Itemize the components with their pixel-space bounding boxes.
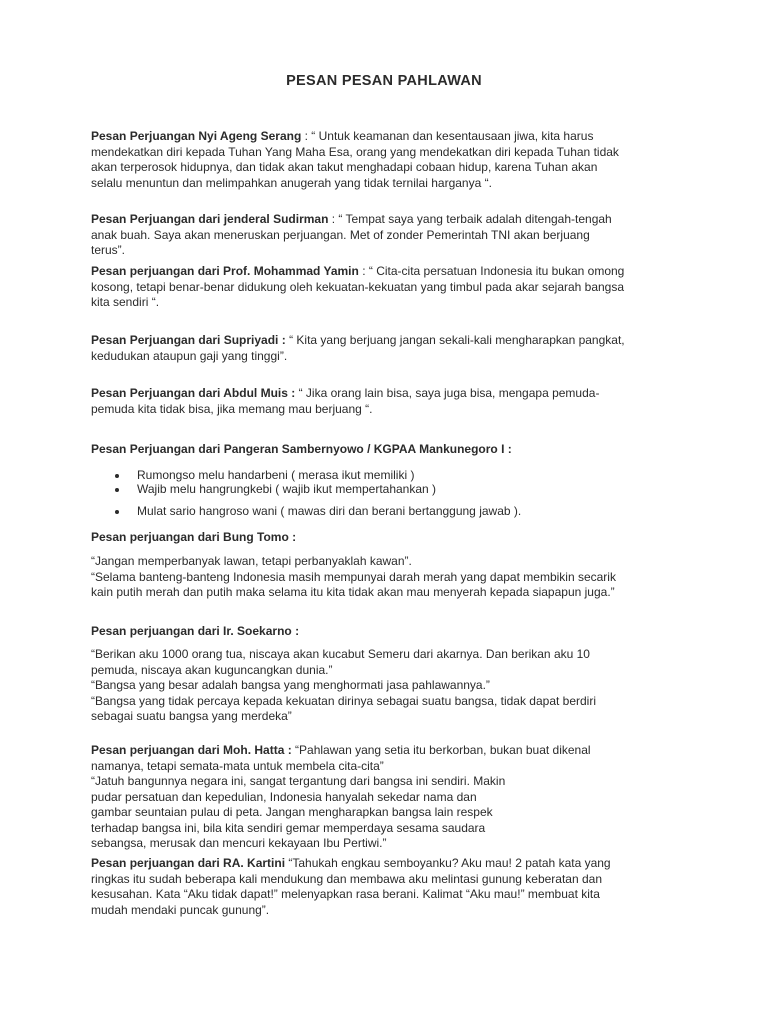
paragraph-text: kosong, tetapi benar-benar didukung oleh kekuatan-kekuatan yang timbul pada akar sejarah bangsa [91, 279, 625, 294]
paragraph-text: mudah mendaki puncak gunung”. [91, 902, 270, 917]
bullet-icon [115, 474, 119, 478]
paragraph-text: : “ Cita-cita persatuan Indonesia itu bukan omong [358, 264, 625, 278]
paragraph-heading: Pesan perjuangan dari Bung Tomo : [91, 530, 297, 544]
paragraph-text: “Pahlawan yang setia itu berkorban, bukan buat dikenal [291, 743, 591, 757]
bullet-icon [115, 510, 119, 514]
paragraph-text: : “ Tempat saya yang terbaik adalah ditengah-tengah [328, 212, 612, 226]
paragraph-heading: Pesan Perjuangan dari Pangeran Sambernyowo / KGPAA Mankunegoro I : [91, 442, 512, 456]
paragraph-text: : “ Untuk keamanan dan kesentausaan jiwa, kita harus [301, 129, 594, 143]
paragraph-text: gambar seuntaian pulau di peta. Jangan mengharapkan bangsa lain respek [91, 805, 493, 819]
paragraph-text: terus”. [91, 243, 126, 257]
paragraph-text: akan terperosok hidupnya, dan tidak akan takut menghadapi cobaan hidup, karena Tuhan akan [91, 160, 598, 174]
paragraph-text: “Bangsa yang besar adalah bangsa yang menghormati jasa pahlawannya.” [91, 678, 490, 692]
paragraph-soekarno [91, 624, 691, 640]
paragraph-text: ringkas itu sudah beberapa kali mendukung dan membawa aku melintasi gunung keberatan dan [91, 871, 603, 886]
paragraph-mohammad-yamin [91, 264, 691, 311]
paragraph-ra-kartini [91, 856, 691, 918]
paragraph-text: anak buah. Saya akan meneruskan perjuangan. Met of zonder Pemerintah TNI akan berjuang [91, 227, 590, 242]
paragraph-text: kain putih merah dan putih maka selama itu kita tidak akan mau menyerah kepada siapapun juga.” [91, 585, 615, 599]
paragraph-heading: Pesan perjuangan dari Prof. Mohammad Yamin [91, 264, 359, 278]
paragraph-text: pemuda, niscaya akan kuguncangkan dunia.” [91, 662, 333, 677]
page-title: PESAN PESAN PAHLAWAN [286, 73, 482, 89]
paragraph-text: “Jangan memperbanyak lawan, tetapi perbanyaklah kawan”. [91, 554, 412, 568]
paragraph-sambernyowo [91, 442, 691, 458]
paragraph-text: sebagai suatu bangsa yang merdeka” [91, 709, 292, 723]
paragraph-heading: Pesan Perjuangan dari Supriyadi : [91, 333, 286, 347]
paragraph-heading: Pesan Perjuangan Nyi Ageng Serang [91, 129, 302, 143]
paragraph-supriyadi [91, 333, 691, 364]
paragraph-text: kesusahan. Kata “Aku tidak dapat!” melenyapkan rasa berani. Kalimat “Aku mau!” membuat kita [91, 887, 600, 901]
paragraph-text: kedudukan ataupun gaji yang tinggi”. [91, 348, 288, 363]
paragraph-text: “Bangsa yang tidak percaya kepada kekuatan dirinya sebagai suatu bangsa, tidak dapat berdiri [91, 693, 597, 708]
paragraph-text: pemuda kita tidak bisa, jika memang mau berjuang “. [91, 401, 373, 416]
paragraph-text: “Berikan aku 1000 orang tua, niscaya akan kucabut Semeru dari akarnya. Dan berikan aku 10 [91, 647, 590, 661]
paragraph-text: kita sendiri “. [91, 295, 160, 309]
paragraph-text: selalu menuntun dan melimpahkan anugerah yang tidak ternilai harganya “. [91, 175, 492, 190]
paragraph-text: “ Kita yang berjuang jangan sekali-kali mengharapkan pangkat, [285, 333, 625, 347]
paragraph-text: sebangsa, merusak dan mencuri kekayaan Ibu Pertiwi.” [91, 836, 387, 850]
paragraph-text: “Tahukah engkau semboyanku? Aku mau! 2 patah kata yang [285, 856, 611, 870]
paragraph-sudirman [91, 212, 691, 259]
paragraph-heading: Pesan perjuangan dari RA. Kartini [91, 856, 286, 870]
document-page: PESAN PESAN PAHLAWAN Pesan Perjuangan Nyi Ageng Serang : “ Untuk keamanan dan kesentausaan jiwa, kita harus mendekatkan diri kepada Tuhan Yang Maha Esa, orang yang mendekatkan diri kepada Tuhan tidak akan terperosok hidupnya, dan tidak akan takut menghadapi cobaan hidup, karena Tuhan akan selalu menuntun dan melimpahkan anugerah yang tidak ternilai harganya “. Pesan Perjuangan dari jenderal Sudirman : “ Tempat saya yang terbaik adalah ditengah-tengah anak buah. Saya akan meneruskan perjuangan. Met of zonder Pemerintah TNI akan berjuang terus”. Pesan perjuangan dari Prof. Mohammad Yamin : “ Cita-cita persatuan Indonesia itu bukan omong kosong, tetapi benar-benar didukung oleh kekuatan-kekuatan yang timbul pada akar sejarah bangsa kita sendiri “. Pesan Perjuangan dari Supriyadi : “ Kita yang berjuang jangan sekali-kali mengharapkan pangkat, kedudukan ataupun gaji yang tinggi”. Pesan Perjuangan dari Abdul Muis : “ Jika orang lain bisa, saya juga bisa, mengapa pemuda- pemuda kita tidak bisa, jika memang mau berjuang “. Pesan Perjuangan dari Pangeran Sambernyowo / KGPAA Mankunegoro I : Rumongso melu handarbeni ( merasa ikut memiliki ) Wajib melu hangrungkebi ( wajib ikut mempertahankan ) Mulat sario hangroso wani ( mawas diri dan berani bertanggung jawab ). Pesan perjuangan dari Bung Tomo : “Jangan memperbanyak lawan, tetapi perbanyaklah kawan”. “Selama banteng-banteng Indonesia masih mempunyai darah merah yang dapat membikin secarik kain putih merah dan putih maka selama itu kita tidak akan mau menyerah kepada siapapun juga.” Pesan perjuangan dari Ir. Soekarno : “Berikan aku 1000 orang tua, niscaya akan kucabut Semeru dari akarnya. Dan berikan aku 10 pemuda, niscaya akan kuguncangkan dunia.” “Bangsa yang besar adalah bangsa yang menghormati jasa pahlawannya.” “Bangsa yang tidak percaya kepada kekuatan dirinya sebagai suatu bangsa, tidak dapat berdiri sebagai suatu bangsa yang merdeka” Pesan perjuangan dari Moh. Hatta : “Pahlawan yang setia itu berkorban, bukan buat dikenal namanya, tetapi semata-mata untuk membela cita-cita” “Jatuh bangunnya negara ini, sangat tergantung dari bangsa ini sendiri. Makin pudar persatuan dan kepedulian, Indonesia hanyalah sekedar nama dan gambar seuntaian pulau di peta. Jangan mengharapkan bangsa lain respek terhadap bangsa ini, bila kita sendiri gemar memperdaya sesama saudara sebangsa, merusak dan mencuri kekayaan Ibu Pertiwi.” Pesan perjuangan dari RA. Kartini “Tahukah engkau semboyanku? Aku mau! 2 patah kata yang ringkas itu sudah beberapa kali mendukung dan membawa aku melintasi gunung keberatan dan kesusahan. Kata “Aku tidak dapat!” melenyapkan rasa berani. Kalimat “Aku mau!” membuat kita mudah mendaki puncak gunung”. [0, 0, 768, 1024]
paragraph-text: mendekatkan diri kepada Tuhan Yang Maha Esa, orang yang mendekatkan diri kepada Tuhan tidak [91, 144, 619, 159]
paragraph-moh-hatta [91, 743, 691, 852]
paragraph-text: namanya, tetapi semata-mata untuk membela cita-cita” [91, 758, 384, 773]
paragraph-text: pudar persatuan dan kepedulian, Indonesia hanyalah sekedar nama dan [91, 789, 477, 804]
paragraph-heading: Pesan perjuangan dari Moh. Hatta : [91, 743, 292, 757]
bullet-icon [115, 488, 119, 492]
paragraph-soekarno-quotes [91, 647, 691, 725]
paragraph-heading: Pesan perjuangan dari Ir. Soekarno : [91, 624, 300, 638]
paragraph-nyi-ageng-serang [91, 129, 691, 191]
paragraph-text: “Jatuh bangunnya negara ini, sangat tergantung dari bangsa ini sendiri. Makin [91, 774, 506, 788]
paragraph-bung-tomo [91, 530, 691, 546]
paragraph-text: “ Jika orang lain bisa, saya juga bisa, mengapa pemuda- [295, 386, 600, 400]
paragraph-bung-tomo-quotes [91, 554, 691, 601]
paragraph-text: “Selama banteng-banteng Indonesia masih mempunyai darah merah yang dapat membikin secarik [91, 569, 616, 584]
paragraph-heading: Pesan Perjuangan dari jenderal Sudirman [91, 212, 329, 226]
paragraph-text: terhadap bangsa ini, bila kita sendiri gemar memperdaya sesama saudara [91, 820, 486, 835]
paragraph-heading: Pesan Perjuangan dari Abdul Muis : [91, 386, 296, 400]
paragraph-abdul-muis [91, 386, 691, 417]
